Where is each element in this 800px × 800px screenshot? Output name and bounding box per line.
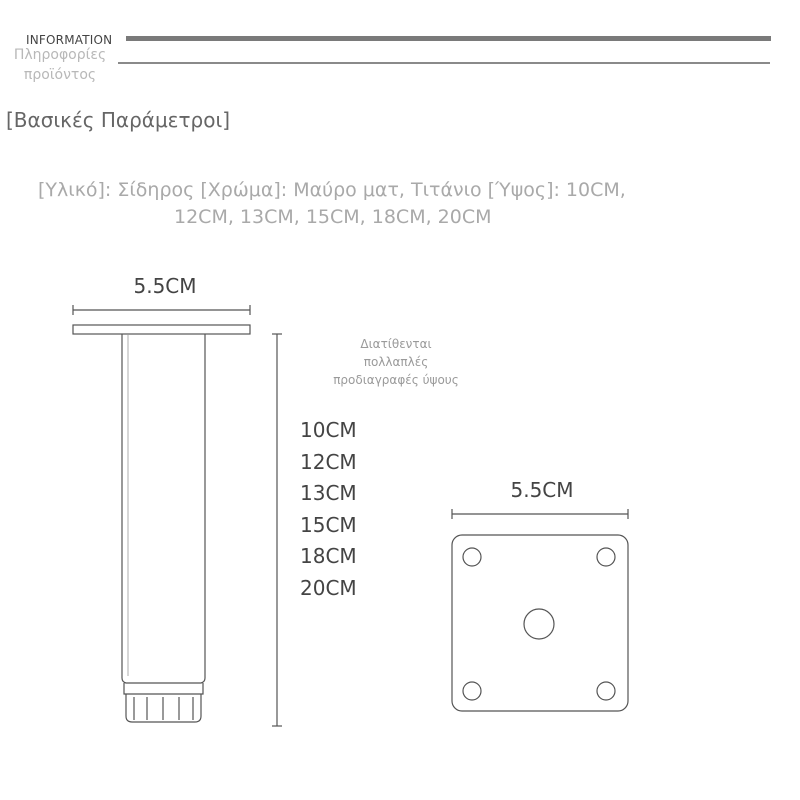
header-label-en: INFORMATION	[26, 33, 113, 47]
plate-width-label: 5.5CM	[510, 478, 574, 502]
height-option: 13CM	[300, 481, 357, 505]
height-options-list	[300, 415, 357, 604]
plate-width-dimension-line	[452, 509, 628, 519]
leg-top-plate	[73, 325, 250, 334]
height-option: 15CM	[300, 512, 357, 537]
mounting-hole-top-left	[463, 548, 481, 566]
parameters-line-2: 12CM, 13CM, 15CM, 18CM, 20CM	[174, 206, 492, 228]
leg-tube	[122, 334, 205, 683]
height-option: 20CM	[300, 575, 357, 600]
height-option: 10CM	[300, 418, 357, 442]
mounting-hole-top-right	[597, 548, 615, 566]
leg-width-dimension-line	[73, 305, 250, 315]
mounting-center-hole	[524, 609, 554, 639]
height-dimension-line	[272, 334, 282, 726]
header-label-gr: Πληροφορίες προϊόντος	[13, 47, 107, 83]
mounting-hole-bottom-right	[597, 682, 615, 700]
height-note: Διατίθενται πολλαπλές προδιαγραφές ύψους	[333, 337, 459, 387]
height-option: 18CM	[300, 544, 357, 568]
mounting-hole-bottom-left	[463, 682, 481, 700]
section-title: [Βασικές Παράμετροι]	[6, 108, 231, 132]
leg-width-label: 5.5CM	[133, 274, 197, 298]
parameters-line-1: [Υλικό]: Σίδηρος [Χρώμα]: Μαύρο ματ, Τιτάνιο [Ύψος]: 10CM,	[38, 179, 626, 201]
leg-foot-adjuster	[124, 683, 203, 722]
height-option: 12CM	[300, 449, 357, 474]
